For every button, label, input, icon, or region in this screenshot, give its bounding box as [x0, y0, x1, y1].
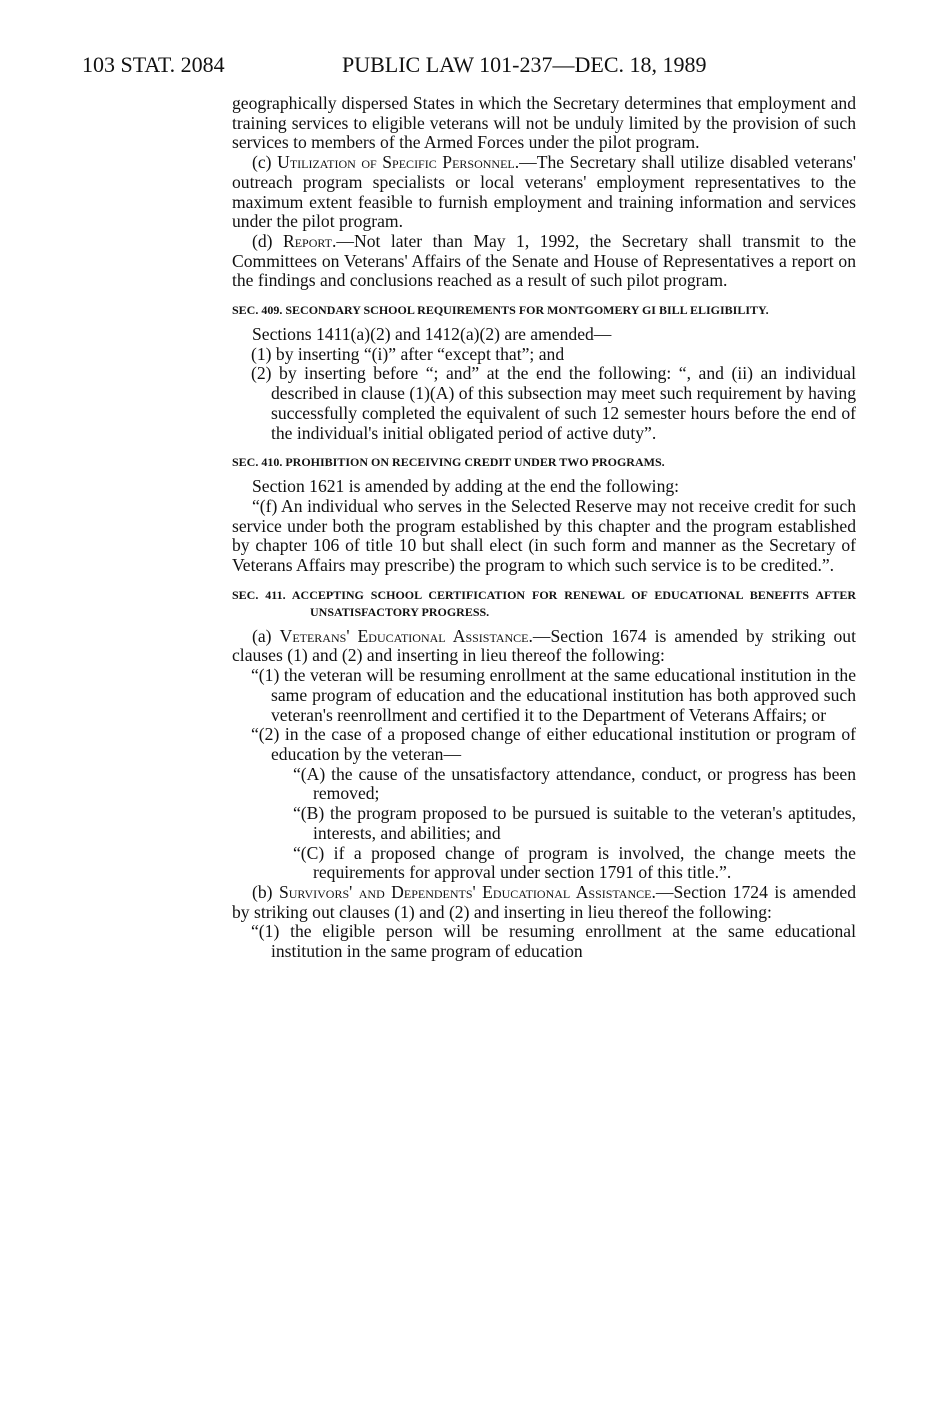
running-head	[82, 50, 857, 80]
section-411-heading: SEC. 411. ACCEPTING SCHOOL CERTIFICATION FOR RENEWAL OF EDUCATIONAL BENEFITS AFTER UNSATISFACTORY PROGRESS.	[232, 587, 856, 619]
paragraph-d-text: .—Not later than May 1, 1992, the Secretary shall transmit to the Committees on Veterans' Affairs of the Senate and House of Representatives a report on the findings and conclusions reached as a result of such pilot program.	[232, 230, 857, 291]
section-410-quote: “(f) An individual who serves in the Selected Reserve may not receive credit for such service under both the program established by this chapter and the program established by chapter 106 of title 10 but shall elect (in such form and manner as the Secretary of Veterans Affairs may prescribe) the program to which such service is to be credited.”.	[232, 495, 856, 576]
paragraph-c-text: .—The Secretary shall utilize disabled veterans' outreach program specialists or local veterans' employment representatives to the maximum extent feasible to furnish employment and training information and services under the pilot program.	[232, 152, 856, 232]
paragraph-c	[232, 153, 856, 232]
section-411-a-heading: Veterans' Educational Assistance	[279, 625, 529, 646]
section-411-b-heading: Survivors' and Dependents' Educational Assistance	[278, 881, 652, 902]
statute-page-reference: 103 STAT. 2084	[82, 52, 225, 77]
section-409-item-2: (2) by inserting before “; and” at the end the following: “, and (ii) an individual described in clause (1)(A) of this subsection may meet such requirement by having successfully completed the equivalent of such 12 semester hours before the end of the individual's initial obligated period of active duty”.	[251, 363, 856, 443]
paragraph-c-heading: Utilization of Specific Personnel	[277, 152, 515, 173]
section-409-item-1: (1) by inserting “(i)” after “except that”; and	[251, 343, 565, 364]
section-411-a-clause-2: “(2) in the case of a proposed change of either educational institution or program of education by the veteran—	[251, 724, 856, 764]
paragraph-c-label: (c)	[252, 152, 278, 173]
section-410-intro: Section 1621 is amended by adding at the end the following:	[252, 476, 680, 497]
section-411-b-label: (b)	[252, 881, 279, 902]
paragraph-d	[232, 232, 856, 291]
section-410-heading: SEC. 410. PROHIBITION ON RECEIVING CREDIT UNDER TWO PROGRAMS.	[232, 455, 665, 470]
section-411-b	[232, 883, 856, 922]
section-409-intro: Sections 1411(a)(2) and 1412(a)(2) are amended—	[252, 324, 612, 345]
law-title: PUBLIC LAW 101-237—DEC. 18, 1989	[342, 52, 707, 77]
section-409-heading: SEC. 409. SECONDARY SCHOOL REQUIREMENTS FOR MONTGOMERY GI BILL ELIGIBILITY.	[232, 303, 769, 318]
section-411-a-label: (a)	[252, 625, 280, 646]
section-411-a-clause-2B: “(B) the program proposed to be pursued is suitable to the veteran's aptitudes, interests, and abilities; and	[293, 803, 856, 843]
paragraph-continued: geographically dispersed States in which the Secretary determines that employment and training services to eligible veterans will not be unduly limited by the provision of such services to members of the Armed Forces under the pilot program.	[232, 93, 856, 153]
section-411-a-text: .—Section 1674 is amended by striking out clauses (1) and (2) and inserting in lieu thereof the following:	[232, 625, 856, 666]
section-411-b-text: .—Section 1724 is amended by striking out clauses (1) and (2) and inserting in lieu thereof the following:	[232, 881, 856, 922]
section-411-b-clause-1: “(1) the eligible person will be resuming enrollment at the same educational institution in the same program of education	[251, 921, 856, 962]
paragraph-d-heading: Report	[282, 230, 333, 251]
section-411-a-clause-2A: “(A) the cause of the unsatisfactory attendance, conduct, or progress has been removed;	[293, 763, 856, 804]
paragraph-d-label: (d)	[252, 230, 283, 251]
section-411-a-clause-1: “(1) the veteran will be resuming enrollment at the same educational institution in the same program of education and the educational institution has both approved such veteran's reenrollment and certified it to the Department of Veterans Affairs; or	[251, 665, 856, 725]
document-body	[232, 94, 856, 962]
section-411-a-clause-2C: “(C) if a proposed change of program is involved, the change meets the requirements for approval under section 1791 of this title.”.	[293, 842, 856, 883]
section-411-a	[232, 627, 856, 666]
